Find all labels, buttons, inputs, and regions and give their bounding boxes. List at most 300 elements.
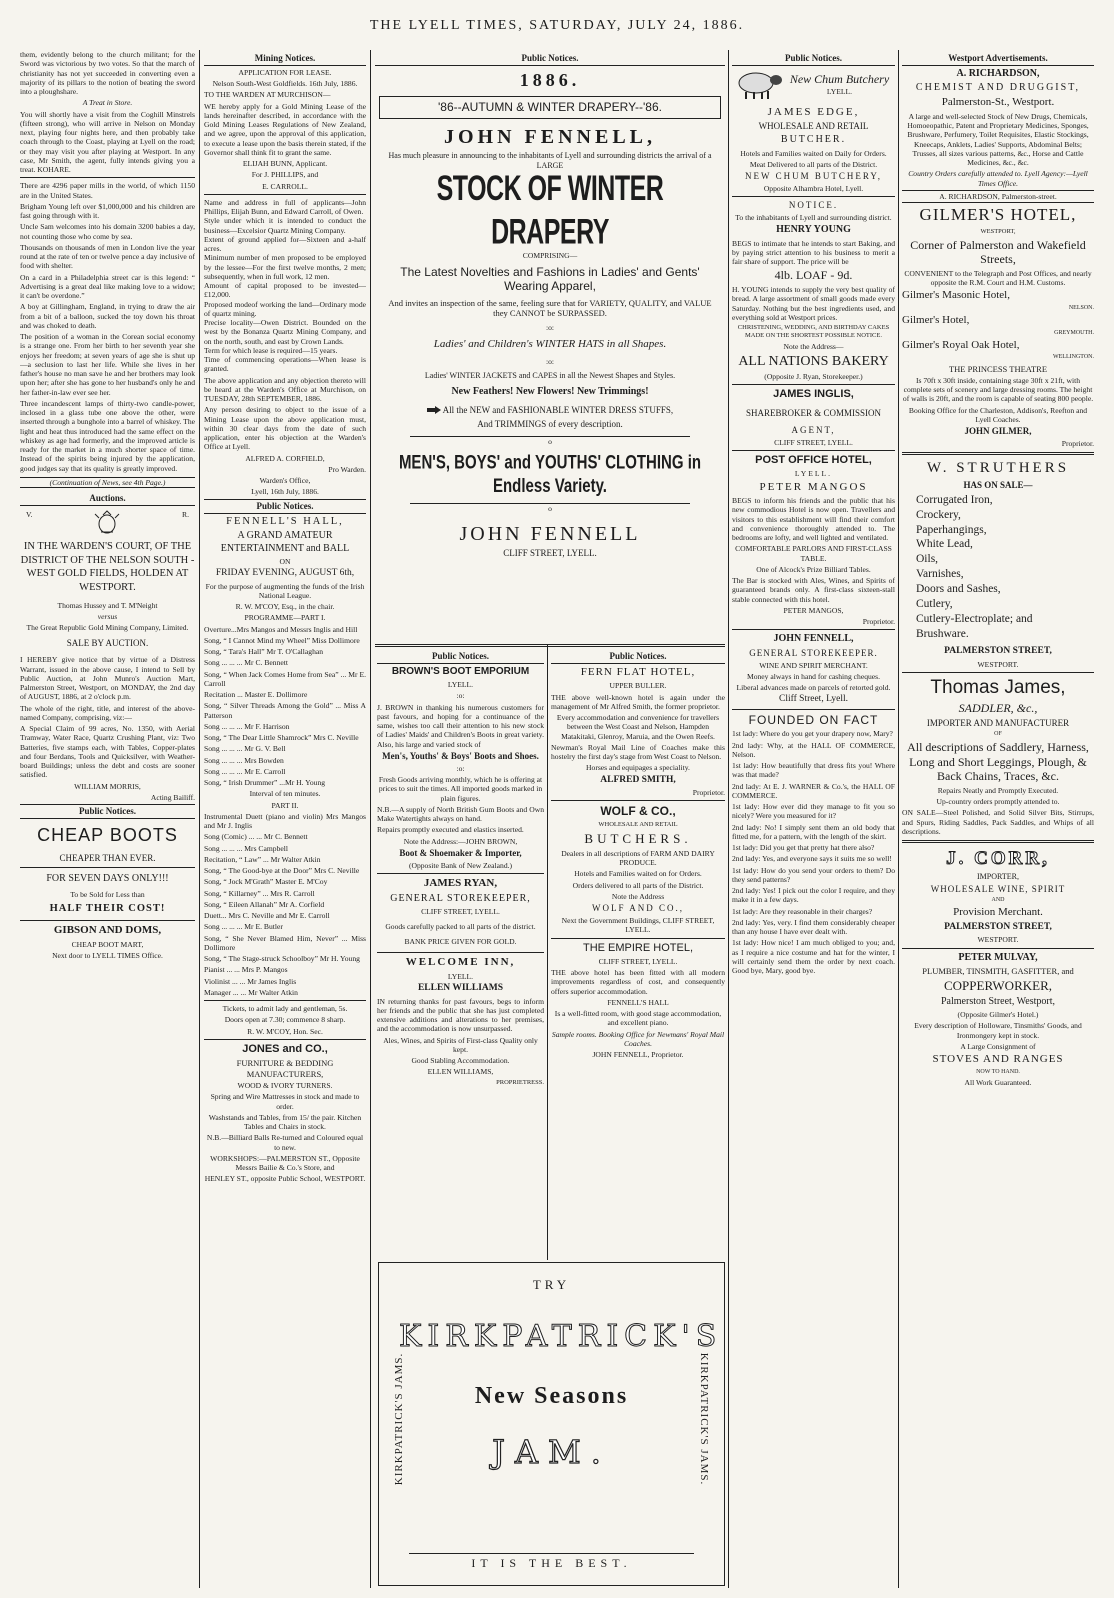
stoves: STOVES AND RANGES [932,1053,1064,1066]
notice-heading: NOTICE. [788,200,839,211]
ryan-address: CLIFF STREET, LYELL. [421,906,500,916]
public-notices-heading: Public Notices. [375,52,725,66]
all-nations-bakery: ALL NATIONS BAKERY [738,354,889,370]
column-rule [898,50,899,1588]
column-rule [728,50,729,1588]
divider-mark: :o: [545,357,555,367]
fennell-gen: GENERAL STOREKEEPER. [749,647,878,658]
richardson-stock: A large and well-selected Stock of New Drugs, Chemicals, Homoeopathic, Patent and Proprietary Medicines, Sponges, Brushware, Perfumery, Toilet Requisites, Elastic Stockings, Kneecaps, Anklets, Ladies' Supports, Abdominal Belts; Trusses, all sizes various patterns, &c., Horse and Cattle Medicines, &c., &c. [907,111,1089,167]
dialogue-line: 1st lady: How beautifully that dress fits you! Where was that made? [732,761,895,780]
purpose: For the purpose of augmenting the funds of the Irish National League. [205,581,365,600]
goods-item: Varnishes, [916,568,964,581]
dialogue-line: 1st lady: How ever did they manage to fit you so nicely? Were you measured for it? [732,802,895,821]
column-3-left [377,648,544,1260]
fennell-liberal: Liberal advances made on parcels of retorted gold. [736,683,891,693]
wolf-note: Note the Address [611,891,665,901]
programme-item: Song, “ Irish Drummer” ...Mr H. Young [204,778,326,788]
edge-hotels: Hotels and Families waited on Daily for Orders. [740,148,887,158]
programme-item: Song, “ Silver Threads Among the Gold” ... Miss A Patterson [204,701,366,720]
dialogue-line: 1st lady: How do you send your orders to them? Do they send patterns? [732,865,895,884]
struthers-goods [902,493,1094,642]
saddler: SADDLER, &c., [958,701,1038,716]
fennell-wine: WINE AND SPIRIT MERCHANT. [759,660,868,670]
divider-mark: :o: [545,322,555,332]
programme-item: Overture...Mrs Mangos and Messrs Inglis and Hill [204,624,358,634]
column-3-right [551,648,725,1260]
goods-item: Crockery, [916,508,961,521]
goods-item: Brushware. [916,628,969,641]
wolf-dealers: Dealers in all descriptions of FARM AND DAIRY PRODUCE. [561,848,715,868]
post-place: LYELL. [794,469,833,479]
column-4 [732,50,895,1585]
programme-heading: PROGRAMME—PART I. [244,613,326,623]
half-cost: HALF THEIR COST! [49,903,166,915]
boot-mart: CHEAP BOOT MART, [71,939,144,949]
interval: Interval of ten minutes. [249,789,321,799]
goods-item: Oils, [916,553,939,566]
gilmers-greymouth: GREYMOUTH. [1054,329,1094,336]
news-item: Thousands on thousands of men in London live the year round at the rate of ten or twelve pence a day inclusive of food with shelter. [20,242,195,271]
wolf-title: WOLF & CO., [600,804,676,819]
side-text-right: KIRKPATRICK'S JAMS. [697,1352,710,1486]
cheap-subtitle: CHEAPER THAN EVER. [59,852,156,863]
goods-item: Cutlery-Electroplate; and [916,613,1033,626]
upcountry: Up-country orders promptly attended to. [936,797,1060,807]
loaf-price: 4lb. LOAF - 9d. [774,268,853,283]
ales: Ales, Wines, and Spirits of First-class Quality only kept. [383,1035,538,1054]
fennell-address: CLIFF STREET, LYELL. [503,547,597,558]
fennell-title: JOHN FENNELL, [773,633,854,645]
column-rule [370,50,371,1588]
programme-item: Song, “ I Cannot Mind my Wheel” Miss Dollimore [204,635,360,645]
sale-body: I HEREBY give notice that by virtue of a Distress Warrant, issued in the above cause, I intend to Sell by Public Auction, at John Munro's Auction Mart, Palmerston Street, Westport, on MONDAY, the 2nd day of AUGUST, 1886, at 2 o'clock p.m. [20,655,195,702]
princess-title: THE PRINCESS THEATRE [948,363,1048,374]
fern-flat-title: FERN FLAT HOTEL, [580,665,696,678]
dialogue-line: 2nd lady: No! I simply sent them an old body that fitted me, for a pattern, with the length of the skirt. [732,822,895,841]
programme-item: Song ... ... ... Mr E. Butler [204,922,283,932]
gilmers-hotel-2: Gilmer's Hotel, [902,314,970,327]
warden-office: Warden's Office, [259,476,311,486]
ryan-bank: BANK PRICE GIVEN FOR GOLD. [404,937,517,947]
edge-butcher: BUTCHER. [780,134,847,146]
gibson-doms: GIBSON AND DOMS, [53,924,162,937]
corr-street: PALMERSTON STREET, [944,921,1052,932]
opp-ryan: (Opposite J. Ryan, Storekeeper.) [764,372,863,382]
warden-date: Lyell, 16th July, 1886. [251,487,319,497]
post-office-hotel: POST OFFICE HOTEL, [755,454,872,467]
empire-prop: JOHN FENNELL, Proprietor. [592,1050,684,1060]
news-paragraph: You will shortly have a visit from the Coghill Minstrels (fifteen strong), who will arrive in Nelson on Monday next, playing four nights here, and then probably take coach through to the Coast, playing at Lyell on the road; or they may visit you after playing at Westport. In any case, Mr Smith, the agent, fully intends giving you a treat. KOHARE. [20,109,195,174]
repairs: Repairs promptly executed and elastics inserted. [377,825,524,835]
column-rule [199,50,200,1588]
news-item: Uncle Sam welcomes into his domain 3200 babies a day, not counting those who come by sea. [20,222,195,241]
corr-provision: Provision Merchant. [953,906,1043,919]
divider-mark: o [410,436,690,446]
kirk-best: IT IS THE BEST. [409,1553,694,1571]
all-work: All Work Guaranteed. [964,1077,1032,1087]
dialogue-line: 1st lady: Did you get that pretty hat there also? [732,843,875,853]
signature-title: Acting Bailiff. [150,792,195,802]
part-two-heading: PART II. [271,800,299,810]
warden-sig: ALFRED A. CORFIELD, [245,453,325,463]
news-item: The position of a woman in the Corean social economy is a strange one. From her birth to her seventh year she enjoys her freedom; at seven years of age she is shut up—a seclusion to last her life. While she lives in her father's house no man save he and her brothers may look upon her; after she has gone to her husband's only he and her father-in-law ever see her. [20,332,195,397]
stock-title: STOCK OF WINTER DRAPERY [436,169,664,252]
bar: The Bar is stocked with Ales, Wines, and Spirits of guaranteed brands only. A first-class sixteen-stall stable connected with this hotel. [732,576,895,604]
vr-letter: V. [26,509,33,519]
wood-line: WOOD & IVORY TURNERS. [237,1081,333,1091]
corr-title: J. CORR, [946,848,1050,870]
divider-mark: o [410,503,690,513]
welcome-inn: WELCOME INN, [405,956,516,969]
booking: Booking Office for the Charleston, Addison's, Reefton and Lyell Coaches. [908,405,1088,424]
kirkpatricks-ad [378,1262,725,1586]
application-body: WE hereby apply for a Gold Mining Lease of the lands hereinafter described, in accordance with the Gold Mining Leases Regulations of New Zealand, and we agree, upon the approval of this application, to execute a lease upon the basis therein stated, if the Governor shall think fit to grant the same. [204,101,366,157]
dialogue-line: 2nd lady: Yes, and everyone says it suits me so well! [732,854,892,864]
jones-title: JONES and CO., [242,1042,328,1055]
gilmer-prop: Proprietor. [1061,439,1094,449]
tickets: Tickets, to admit lady and gentleman, 5s. [222,1004,348,1014]
application-place: Nelson South-West Goldfields. 16th July, 1886. [212,79,358,89]
news-item: A boy at Gillingham, England, in trying to draw the air from a bit of a balloon, sucked the toy down his throat and was choked to death. [20,302,195,330]
empire-title: THE EMPIRE HOTEL, [582,941,694,954]
kirk-jam: JAM. [492,1433,611,1471]
mangos-prop: Proprietor. [862,617,895,627]
workshops: WORKSHOPS:—PALMERSTON ST., Opposite Messrs Bailie & Co.'s Store, and [210,1153,360,1173]
programme-item: Song (Comic) ... ... Mr C. Bennett [204,832,308,842]
sample-rooms: Sample rooms. Booking Office for Newmans' Royal Mail Coaches. [551,1029,725,1048]
mangos-sig: PETER MANGOS, [783,605,844,615]
dialogue-line: 2nd lady: Yes! I pick out the color I require, and they make it in a few days. [732,886,895,905]
goods-item: Paperhangings, [916,523,987,536]
programme-item: Song ... ... ... Mrs Campbell [204,843,288,853]
seven-days: FOR SEVEN DAYS ONLY!!! [46,872,169,884]
grand-entertainment: A GRAND AMATEUR ENTERTAINMENT and BALL [220,530,350,554]
wolf-orders: Orders delivered to all parts of the District. [572,880,704,890]
programme-item: Song, “ Eileen Allanah” Mr A. Corfield [204,899,325,909]
goods-item: Corrugated Iron, [916,493,993,506]
fern-horses: Horses and equipages a speciality. [586,763,690,773]
chemist: CHEMIST AND DRUGGIST, [915,82,1081,94]
ryan-title: JAMES RYAN, [423,877,498,890]
hats: Ladies' and Children's WINTER HATS in all Shapes. [433,337,667,350]
divider-mark: :o: [456,763,465,773]
mens-clothing: MEN'S, BOYS' and YOUTHS' CLOTHING in Endless Variety. [398,451,702,498]
mulvay-plumber: PLUMBER, TINSMITH, GASFITTER, and [922,965,1074,976]
proprietress: PROPRIETRESS. [496,1078,544,1086]
fern-prop: Proprietor. [692,788,725,798]
announcement: Has much pleasure in announcing to the inhabitants of Lyell and surrounding districts the arrival of a LARGE [388,150,712,170]
on-sale-2: ON SALE—Steel Polished, and Solid Silver Bits, Stirrups, and Spurs, Riding Saddles, Pack Saddles, and Whips of all descriptions. [902,808,1094,836]
mattresses: Spring and Wire Mattresses in stock and made to order. [210,1092,360,1111]
mulvay-large: A Large Consignment of [960,1041,1036,1051]
public-notices-heading: Public Notices. [377,650,544,664]
gilmers-wellington: WELLINGTON. [1052,354,1094,361]
inglis-title: JAMES INGLIS, [773,388,854,401]
stabling: Good Stabling Accommodation. [411,1056,510,1066]
mangos-name: PETER MANGOS [759,480,868,493]
edge-meat: Meat Delivered to all parts of the District. [749,159,878,169]
mining-notices-heading: Mining Notices. [204,52,366,66]
founded-title: FOUNDED ON FACT [748,712,879,727]
jackets: Ladies' WINTER JACKETS and CAPES in all the Newest Shapes and Styles. [424,370,676,380]
fennell-cliff: Cliff Street, Lyell. [779,694,848,705]
programme-item: Song ... ... ... Mr C. Bennett [204,658,288,668]
gilmers-masonic: Gilmer's Masonic Hotel, [902,289,1010,302]
westport-ads-heading: Westport Advertisements. [902,52,1094,66]
chair: R. W. M'COY, Esq., in the chair. [235,602,335,612]
vr-crest-row [26,510,189,536]
next-door: Next door to LYELL TIMES Office. [52,950,163,960]
gilmer-sig: JOHN GILMER, [964,426,1032,437]
welcome-place: LYELL. [447,971,474,981]
programme-item: Song, “ The Stage-struck Schoolboy” Mr H. Young [204,954,360,964]
richardson-place: Palmerston-St., Westport. [941,96,1055,109]
dialogue-line: 2nd lady: Yes, very. I find them considerably cheaper than any house I have ever dealt with. [732,917,895,937]
gilmers-conv: CONVENIENT to the Telegraph and Post Offices, and nearly opposite the R.M. Court and H.M. Customs. [904,268,1092,288]
browns-place: LYELL. [447,680,474,690]
programme-item: Song, “ The Dear Little Shamrock” Mrs C. Neville [204,733,359,743]
edge-title: JAMES EDGE, [767,105,860,118]
ellen-name: ELLEN WILLIAMS [417,983,504,994]
henry-young: HENRY YOUNG [776,224,851,236]
boot-importer: Boot & Shoemaker & Importer, [399,847,522,858]
brown-address: Note the Address:—JOHN BROWN, [403,836,518,846]
hall-title: FENNELL'S HALL [607,997,669,1007]
empire-body: THE above hotel has been fitted with all modern improvements regardless of cost, and consequently offers superior accommodation. [551,968,725,996]
gilmers-hotel: GILMER'S HOTEL, [919,205,1077,224]
thomas-james: Thomas James, [930,676,1066,698]
fennell-title: JOHN FENNELL, [443,125,657,148]
new-chum-address: NEW CHUM BUTCHERY, [745,171,882,182]
browns-title: BROWN'S BOOT EMPORIUM [391,665,530,677]
mulvay-street: Palmerston Street, Westport, [941,995,1055,1007]
hon-sec: R. W. M'COY, Hon. Sec. [247,1026,323,1036]
inglis-share: SHAREBROKER & COMMISSION [745,407,882,418]
ellen-body: IN returning thanks for past favours, begs to inform her friends and the public that she has just completed extensive additions and alterations to her premises, and the accommodation is now unsurpassed. [377,996,544,1034]
hearing: The above application and any objection thereto will be heard at the Warden's Office at Murchison, on TUESDAY, 28th SEPTEMBER, 1886. [204,375,366,404]
gilmers-royal: Gilmer's Royal Oak Hotel, [902,338,1020,351]
application-sig: For J. PHILLIPS, and [251,170,319,180]
kirk-name: KIRKPATRICK'S [399,1319,723,1354]
programme-item: Song, “ She Never Blamed Him, Never” ... Miss Dollimore [204,933,366,952]
invites: And invites an inspection of the same, feeling sure that for VARIETY, QUALITY, and VALUE they CANNOT be SURPASSED. [388,297,712,319]
signature: WILLIAM MORRIS, [74,781,141,791]
new-chum-title: New Chum Butchery [789,72,890,87]
on-sale: HAS ON SALE— [963,479,1033,490]
billiard-note: N.B.—Billiard Balls Re-turned and Coloured equal to new. [206,1133,364,1152]
objection: Any person desiring to object to the issue of a Mining Lease upon the above application must, within 30 clear days from the date of such application, enter his objection at the Warden's Office at Lyell. [204,405,366,452]
programme-item: Song, “ Killarney” ... Mrs R. Carroll [204,888,315,898]
parlors: COMFORTABLE PARLORS AND FIRST-CLASS TABLE. [735,544,892,563]
sale-body: The whole of the right, title, and interest of the above-named Company, comprising, viz:— [20,703,195,722]
parties: Thomas Hussey and T. M'Neight [57,600,158,610]
programme-item: Song, “ When Jack Comes Home from Sea” ... Mr E. Carroll [204,669,366,688]
alcock: One of Alcock's Prize Billiard Tables. [756,564,871,574]
wolf-next: Next the Government Buildings, CLIFF STREET, LYELL. [561,916,715,935]
new-chum-opp: Opposite Alhambra Hotel, Lyell. [763,184,864,193]
of-label: OF [994,730,1002,737]
browns-boots: Men's, Youths' & Boys' Boots and Shoes. [382,750,539,761]
wolf-wholesale: WHOLESALE AND RETAIL [598,821,678,829]
application-to: TO THE WARDEN AT MURCHISON— [204,90,331,100]
corr-westport: WESTPORT. [977,935,1019,945]
sheep-icon [732,68,784,100]
comprising: COMPRISING— [522,251,578,261]
kirk-try: TRY [532,1277,571,1292]
doors: Doors open at 7.30; commence 8 sharp. [224,1015,346,1025]
sale-heading: SALE BY AUCTION. [66,638,149,649]
sold-less: To be Sold for Less than [70,890,145,900]
column-5 [902,50,1094,1585]
kirk-new: New Seasons [474,1383,629,1409]
dress-stuffs-text: All the NEW and FASHIONABLE WINTER DRESS STUFFS, [442,404,674,415]
news-heading: A Treat in Store. [82,98,133,108]
news-item: On a card in a Philadelphia street car is this legend: “ Advertising is a great deal like making love to a widow; it can't be overdone.” [20,272,195,300]
fennells-hall-title: FENNELL'S HALL, [226,515,344,527]
sub-column-rule [547,645,548,1260]
struthers-street: PALMERSTON STREET, [944,646,1052,657]
mulvay-name: PETER MULVAY, [958,951,1038,963]
masthead: THE LYELL TIMES, SATURDAY, JULY 24, 1886. [369,18,745,33]
nb-gum: N.B.—A supply of North British Gum Boots and Own Make Watertights always on hand. [377,804,544,824]
gilmers-nelson: NELSON. [1068,304,1094,311]
sale-body: A Special Claim of 99 acres, No. 1350, with Aerial Tramway, Water Race, Quartz Crushing Plant, viz: Two Batteries, five stamps each, with Tables, Copper-plates and four Berdans, Tools and Quicksilver, with Weather-board Buildings; unless the debt and costs are sooner satisfied. [20,724,195,780]
fennell-signature: JOHN FENNELL [459,522,641,545]
dialogue-line: 1st lady: Where do you get your drapery now, Mary? [732,729,893,739]
corr-wholesale: WHOLESALE WINE, SPIRIT [930,883,1066,894]
parties: The Great Republic Gold Mining Company, Limited. [26,623,189,633]
feathers: New Feathers! New Flowers! New Trimmings! [451,386,649,398]
programme-item: Recitation ... Master E. Dollimore [204,690,308,700]
mulvay-copper: COPPERWORKER, [944,978,1052,994]
public-notices-heading: Public Notices. [732,52,895,66]
fern-newman: Newman's Royal Mail Line of Coaches make this hostelry the first day's stage from West Coast to Nelson. [551,742,725,762]
violinist: Violinist ... ... Mr James Inglis [204,976,297,986]
corr-importer: IMPORTER, [977,872,1019,882]
court-heading: IN THE WARDEN'S COURT, OF THE DISTRICT OF THE NELSON SOUTH - WEST GOLD FIELDS, HOLDEN AT WESTPORT. [20,540,195,593]
programme-item: Instrumental Duett (piano and violin) Mrs Mangos and Mr J. Inglis [204,811,366,831]
vr-letter: R. [182,509,189,519]
goods-item: Cutlery, [916,598,953,611]
ryan-goods: Goods carefully packed to all parts of the district. [385,921,536,931]
side-text-left: KIRKPATRICK'S JAMS. [393,1352,406,1486]
continuation-note: (Continuation of News, see 4th Page.) [20,477,195,488]
column-2 [204,50,366,1585]
mulvay-every: Every description of Holloware, Tinsmiths' Goods, and Ironmongery kept in stock. [914,1021,1082,1040]
autumn-banner: '86--AUTUMN & WINTER DRAPERY--'86. [379,96,721,119]
dress-stuffs [375,405,725,416]
event-date: FRIDAY EVENING, AUGUST 6th, [215,568,355,579]
dialogue-line: 1st lady: Are they reasonable in their charges? [732,906,873,916]
public-notices-heading: Public Notices. [20,804,195,819]
browns-body: J. BROWN in thanking his numerous customers for past favours, and hoping for a continuance of the same, wishes too call their attention to his new stock of Ladies' Maids' and Children's Boots in great variety. Also, his large and varied stock of [377,702,544,749]
empire-address: CLIFF STREET, LYELL. [598,956,678,966]
furniture-line: FURNITURE & BEDDING MANUFACTURERS, [236,1058,334,1079]
cheap-boots-title: CHEAP BOOTS [37,824,178,845]
cakes: CHRISTENING, WEDDING, AND BIRTHDAY CAKES MADE ON THE SHORTEST POSSIBLE NOTICE. [737,324,890,339]
wolf-hotels: Hotels and Families waited on for Orders. [574,869,702,879]
warden-title: Pro Warden. [328,464,366,474]
now-to-hand: NOW TO HAND. [976,1068,1020,1075]
programme-item: Song ... ... ... Mr E. Carroll [204,766,286,776]
struthers-westport: WESTPORT. [977,659,1019,669]
ryan-general: GENERAL STOREKEEPER, [390,892,531,904]
richardson-title: A. RICHARDSON, [956,67,1040,79]
trimmings: And TRIMMINGS of every description. [477,419,623,430]
wolf-butchers: BUTCHERS. [584,831,692,846]
opp-bank: (Opposite Bank of New Zealand.) [408,860,513,870]
column-1 [20,50,195,1585]
programme-item: Song ... ... ... Mr G. V. Bell [204,744,286,754]
note-address: Note the Address— [783,341,844,351]
pointing-hand-icon [427,406,441,414]
fern-accom: Every accommodation and convenience for travellers between the West Coast and Nelson, Hampden Matakitaki, Glenroy, Maruia, and the Owen Reefs. [556,713,720,741]
programme-item: Song ... ... ... Mrs Bowden [204,755,284,765]
auctions-heading: Auctions. [20,492,195,506]
programme-list-2 [204,812,366,964]
public-notices-heading: Public Notices. [204,499,366,514]
james-repairs: Repairs Neatly and Promptly Executed. [937,785,1059,795]
programme-item: Song, “ The Good-bye at the Door” Mrs C. Neville [204,866,360,876]
year-banner: 1886. [519,69,581,90]
mulvay-opp: (Opposite Gilmer's Hotel.) [957,1010,1039,1020]
programme-item: Song, “ Tara's Hall” Mr T. O'Callaghan [204,647,324,657]
young-body: BEGS to intimate that he intends to start Baking, and by paying strict attention to his business to merit a fair share of support. The price will be [732,238,895,267]
pianist: Pianist ... ... Mrs P. Mangos [204,965,288,975]
notice-inhabitants: To the inhabitants of Lyell and surrounding district. [735,213,892,223]
young-supply: H. YOUNG intends to supply the very best quality of bread. A large assortment of small goods made every Saturday. Nothing but the best ingredients used, and everything sold at Westport prices. [732,285,895,322]
divider [20,177,195,178]
application-details: Name and address in full of applicants—John Phillips, Elijah Bunn, and Edward Carroll, of Owen. Style under which it is intended to conduct the business—Excelsior Quartz Mining Company. Extent of ground applied for—Sixteen and a-half acres. Minimum number of men proposed to be employed by the lessee—For the first twelve months, 2 men; subsequently, when in full work, 12 men. Amount of capital proposed to be invested—£12,000. Proposed modeof working the land—Ordinary mode of quartz mining. Precise locality—Owen District. Bounded on the west by the Bonanza Quartz Mining Company, and on the north, south, and east by Crown Lands. Term for which lease is required—15 years. Time of commencing operations—When lease is granted. [204,197,366,374]
dialogue-line: 1st lady: How nice! I am much obliged to you; and, as I require a nice costume and hat for the winter, I will certainly send them the order by next coach. Good bye, Mary, good bye. [732,938,895,976]
gilmers-place: WESTPORT, [980,227,1016,235]
struthers-title: W. STRUTHERS [926,460,1070,477]
application-heading: APPLICATION FOR LEASE. [238,67,332,77]
versus: versus [97,611,118,621]
princess-body: Is 70ft x 30ft inside, containing stage 30ft x 21ft, with complete sets of scenery and large dressing rooms. The height of walls is 20ft, and the room is capable of seating 800 people. [902,375,1094,404]
programme-item: Song, “ Jock M'Grath” Master E. M'Coy [204,877,328,887]
dialogue-line: 2nd lady: Why, at the HALL OF COMMERCE, Nelson. [732,740,895,759]
news-item: There are 4296 paper mills in the world, of which 1150 are in the United States. [20,181,195,200]
richardson-footer: A. RICHARDSON, Palmerston-street. [902,190,1094,203]
gilmers-corner: Corner of Palmerston and Wakefield Streets, [910,237,1086,267]
goods-item: Doors and Sashes, [916,583,1001,596]
mangos-body: BEGS to inform his friends and the public that his new commodious Hotel is now open. Travellers and visitors to this establishment will find their comfort and convenience thoroughly attended to. The bedrooms are lofty, and well lighted and ventilated. [732,496,895,543]
news-item: Three incandescent lamps of thirty-two candle-power, inclosed in a glass tube one above the other, were inserted through a bunghole into a barrel of whiskey. The light and heat thus introduced had the same effect on the whiskey as age had formerly, and the improved article is ready for the market in a much shorter space of time. Instead of the spirits being injured by the application, good judges say that its quality is greatly improved. [20,398,195,473]
novelties: The Latest Novelties and Fashions in Ladies' and Gents' Wearing Apparel, [400,264,700,294]
importer: IMPORTER AND MANUFACTURER [926,717,1070,728]
corr-and: AND [991,896,1005,903]
hall-body: Is a well-fitted room, with good stage accommodation, and excellent piano. [554,1009,722,1028]
henley: HENLEY ST., opposite Public School, WESTPORT. [204,1174,366,1184]
on-label: ON [279,556,291,566]
inglis-agent: AGENT, [791,424,836,435]
programme-list [204,625,366,788]
fern-place: UPPER BULLER. [609,681,667,691]
edge-wholesale: WHOLESALE AND RETAIL [758,121,869,132]
programme-item: Recitation, “ Law” ... Mr Walter Atkin [204,854,321,864]
application-sig: E. CARROLL. [262,181,308,191]
royal-crest-icon [93,510,121,536]
news-paragraph: them, evidently belong to the church militant; for the Sword was victorious by two votes. So that the march of christianity has not yet succeeded in converting even a majority of its pillars to the notion of beating the sword into a ploughshare. [20,50,195,96]
new-chum-place: LYELL. [826,86,853,96]
divider-mark: :o: [456,691,465,701]
washstands: Washstands and Tables, from 15/ the pair. Kitchen Tables and Chairs in stock. [208,1112,362,1132]
goods-item: White Lead, [916,538,973,551]
manager: Manager ... ... Mr Walter Atkin [204,987,298,997]
programme-item: Song ... ... ... Mr F. Harrison [204,721,290,731]
public-notices-heading: Public Notices. [551,650,725,664]
